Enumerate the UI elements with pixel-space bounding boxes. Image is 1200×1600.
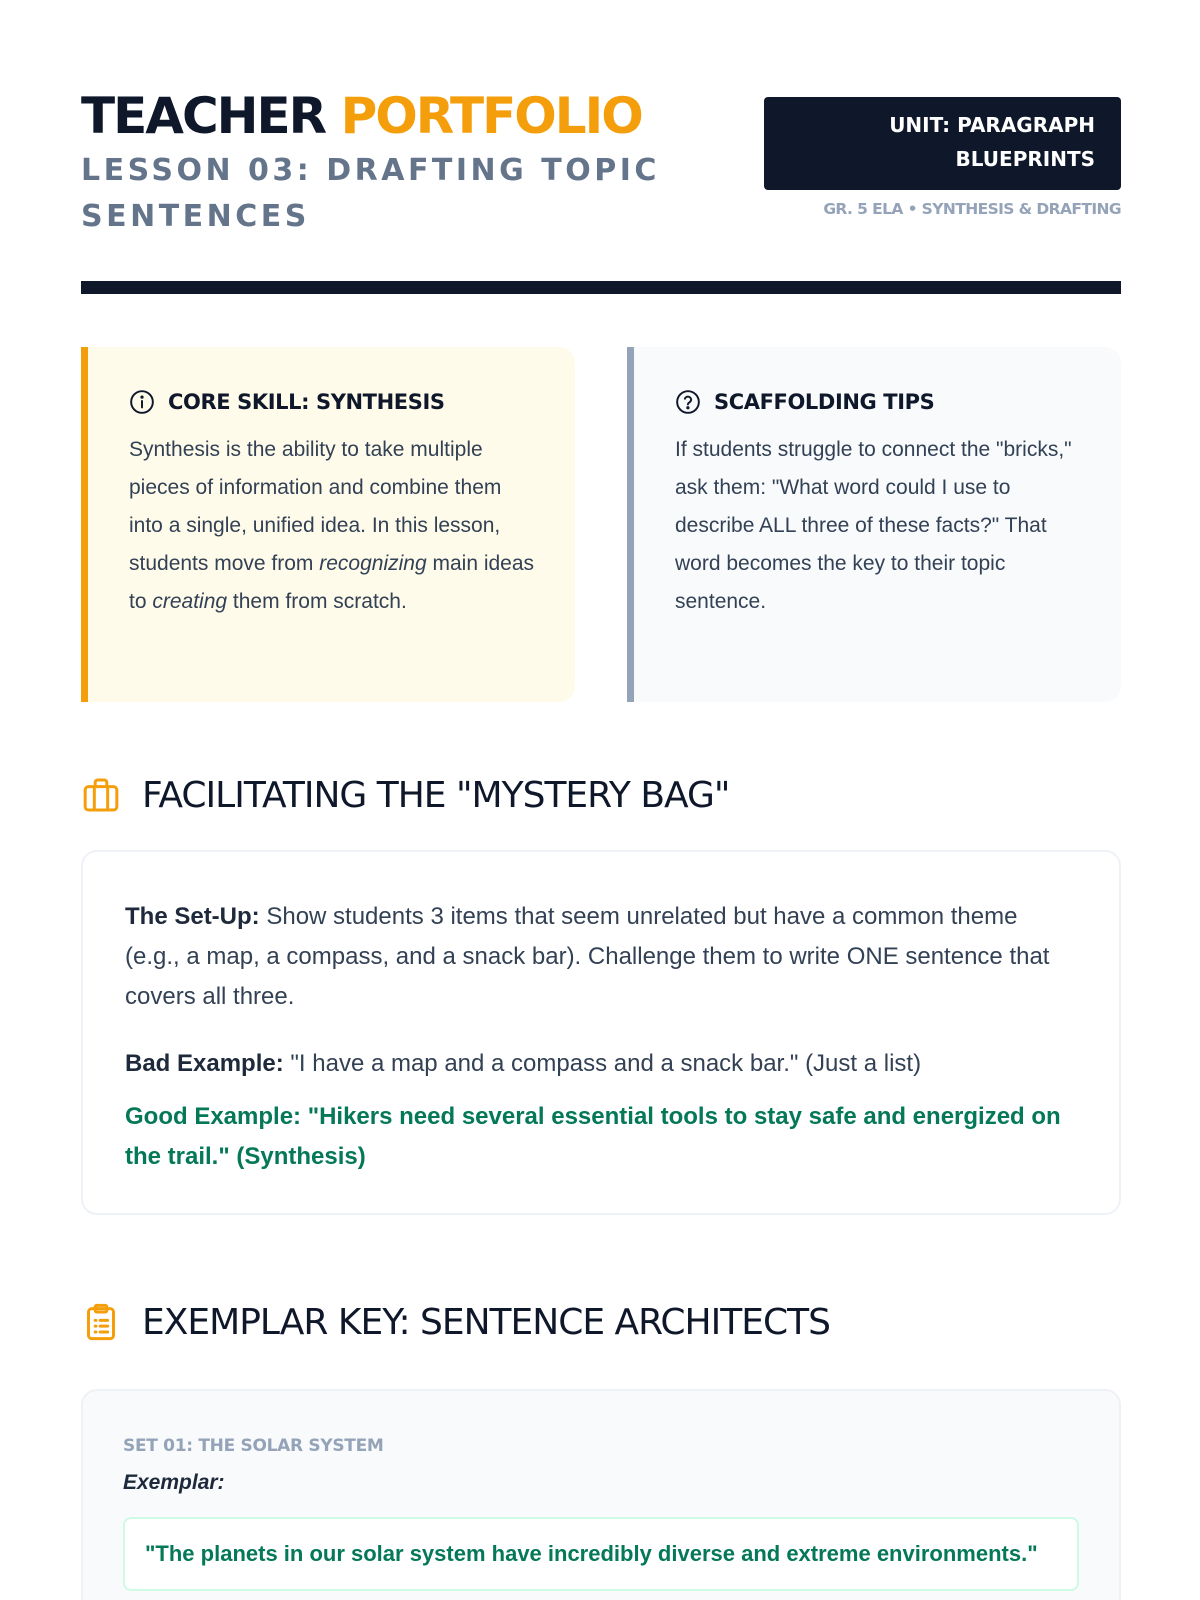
bad-example-label: Bad Example: (125, 1050, 284, 1077)
core-skill-emphasis: recognizing (319, 552, 427, 575)
briefcase-icon (81, 775, 121, 815)
core-skill-card (81, 347, 575, 702)
header-divider (81, 281, 1121, 294)
brand-title (81, 86, 642, 146)
core-skill-header (129, 387, 539, 417)
core-skill-text-part: Synthesis is the ability to take multiple pieces of information and combine them into a single, unified idea. In this lesson, students move from (129, 438, 502, 575)
scaffolding-tips-text: If students struggle to connect the "bricks," ask them: "What word could I use to describe ALL three of these facts?" That word becomes the key to their topic sentence. (675, 438, 1072, 613)
info-circle-icon (129, 389, 155, 415)
scaffolding-tips-header (675, 387, 1085, 417)
exemplar-sentence: "The planets in our solar system have incredibly diverse and extreme environments." (123, 1517, 1079, 1591)
brand-word-portfolio: PORTFOLIO (340, 87, 642, 145)
exemplar-key-title: EXEMPLAR KEY: SENTENCE ARCHITECTS (142, 1301, 830, 1343)
exemplar-key-heading (81, 1297, 830, 1347)
setup-paragraph (125, 897, 1077, 1017)
scaffolding-tips-card (627, 347, 1121, 702)
good-example-label: Good Example: (125, 1103, 302, 1130)
good-example-text: "Hikers need several essential tools to stay safe and energized on the trail." (Synthesis) (125, 1103, 1061, 1170)
mystery-bag-title: FACILITATING THE "MYSTERY BAG" (142, 774, 730, 816)
mystery-bag-heading (81, 770, 729, 820)
setup-label: The Set-Up: (125, 903, 260, 930)
set-label: SET 01: THE SOLAR SYSTEM (123, 1436, 384, 1456)
core-skill-text (129, 431, 539, 621)
clipboard-list-icon (81, 1302, 121, 1342)
setup-text: Show students 3 items that seem unrelated but have a common theme (e.g., a map, a compass, and a snack bar). Challenge them to write ONE sentence that covers all three. (125, 903, 1050, 1010)
exemplar-label: Exemplar: (123, 1471, 225, 1494)
core-skill-text-part: them from scratch. (227, 590, 407, 613)
grade-label: GR. 5 ELA • SYNTHESIS & DRAFTING (823, 200, 1121, 218)
scaffolding-tips-title: SCAFFOLDING TIPS (714, 390, 935, 414)
bad-example-text: "I have a map and a compass and a snack bar." (Just a list) (283, 1050, 922, 1077)
page-header (81, 86, 1121, 296)
mystery-bag-card (81, 850, 1121, 1215)
good-example (125, 1097, 1077, 1177)
question-circle-icon (675, 389, 701, 415)
unit-badge: UNIT: PARAGRAPH BLUEPRINTS (764, 97, 1121, 190)
exemplar-card (81, 1389, 1121, 1600)
core-skill-emphasis: creating (152, 590, 228, 613)
bad-example (125, 1044, 1077, 1084)
core-skill-title: CORE SKILL: SYNTHESIS (168, 390, 445, 414)
core-skill-text-part: main ideas to (129, 552, 535, 613)
brand-word-teacher: TEACHER (81, 87, 326, 145)
lesson-title: LESSON 03: DRAFTING TOPIC SENTENCES (81, 153, 660, 234)
